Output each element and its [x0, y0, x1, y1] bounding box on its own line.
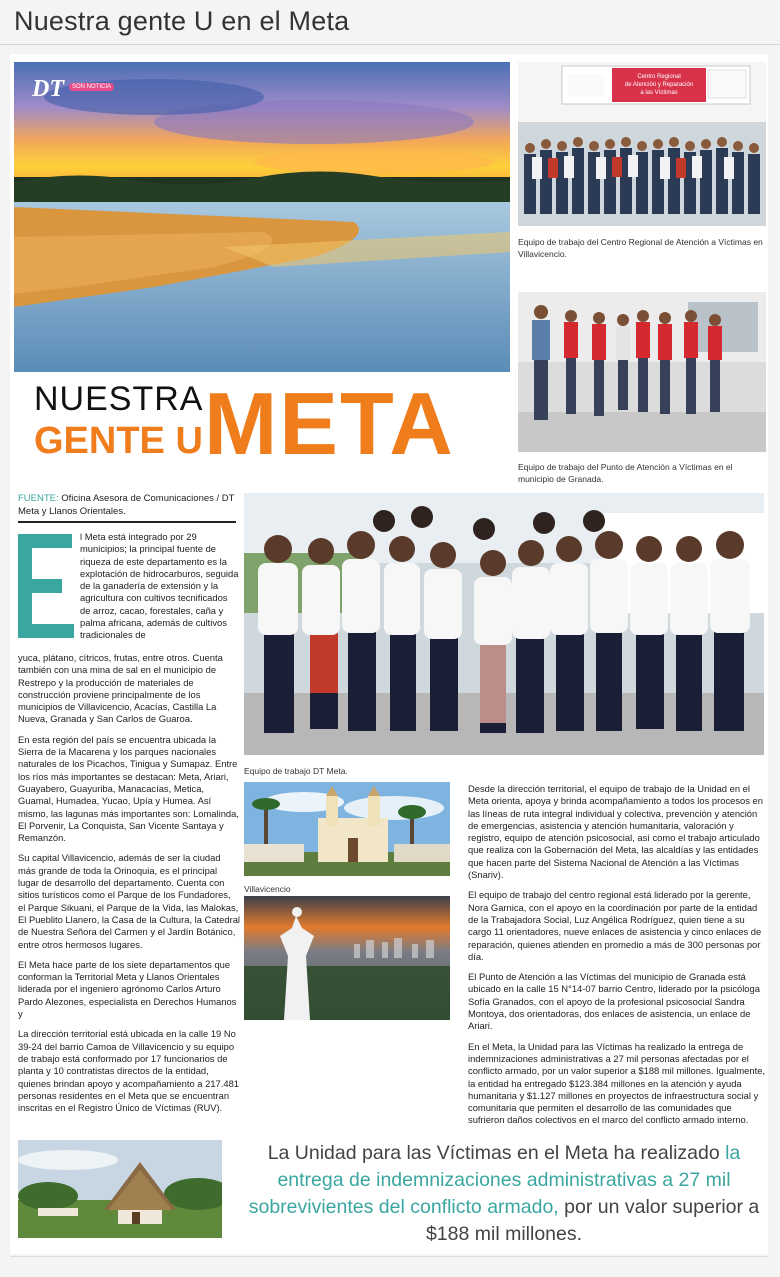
paragraph-5: La dirección territorial está ubicada en la calle 19 No 39-24 del barrio Camoa de Villavicencio y su equipo de trabajo está conformado por 17 funcionarios de planta y 10 contratistas directos de la entidad, quienes brindan apoyo y acompañamiento a 217.481 personas residentes en el Meta que se encuentran inscritas en el Registro Único de Víctimas (RUV). — [18, 1028, 239, 1114]
hero-banner — [14, 62, 510, 472]
photo-villavicencio-cathedral — [244, 782, 450, 876]
hero-title-line1: NUESTRA — [34, 380, 204, 418]
photo-centro-regional — [518, 62, 766, 226]
caption-granada: Equipo de trabajo del Punto de Atención a Víctimas en el municipio de Granada. — [518, 462, 733, 484]
hero-title-big: META — [204, 374, 455, 472]
dropcap-letter — [18, 534, 74, 638]
photo-granada — [518, 292, 766, 452]
source-note — [18, 493, 236, 518]
hero-title-block — [14, 372, 510, 472]
source-label: FUENTE: — [18, 493, 59, 504]
photo-dt-meta-team — [244, 493, 764, 755]
footer-divider — [10, 1256, 768, 1257]
pull-quote-part2: por un valor superior a $188 mil millones. — [425, 1196, 760, 1245]
paragraph-2: En esta región del país se encuentra ubicada la Sierra de la Macarena y los parques nacionales naturales de los Picachos, Tinigua y Sumapaz. Entre los ríos más importantes se destacan: Meta, Ariari, Guayabero, Guayuriba, Manacacías, Metica, Guamal, Humadea, Yucao, Upía y Humea. Así mismo, las lagunas más importantes son: Lomalinda, El Porvenir, La Conquista, San Vicente Santaya y Remanzón. — [18, 733, 239, 844]
article-left-column — [18, 652, 240, 1122]
page-header — [0, 0, 780, 44]
paragraph-r4: En el Meta, la Unidad para las Víctimas ha realizado la entrega de indemnizaciones administrativas a 27 mil personas afectadas por el conflicto armado, por un valor superior a $188 mil millones. Igualmente, la entidad ha entregado $123.384 millones en la atención y ayuda humanitaria y $1.127 millones en proyectos de infraestructura social y comunitaria que permiten el desarrollo de las comunidades que sufrieron daños colectivos en el marco del conflicto armado interno. — [468, 1040, 766, 1126]
caption-dt-meta: Equipo de trabajo DT Meta. — [244, 766, 348, 776]
paragraph-1-lead: l Meta está integrado por 29 municipios; la principal fuente de riqueza de este departamento es la explotación de hidrocarburos, seguida de la ganadería de extensión y la agricultura con cultivos tecnificados de arroz, cacao, forestales, caña y palma africana, además de cultivos tradicionales de — [80, 531, 239, 641]
svg-text:de Atención y Reparación: de Atención y Reparación — [624, 82, 694, 88]
svg-text:a las Víctimas: a las Víctimas — [640, 90, 678, 96]
paragraph-1-rest: yuca, plátano, cítricos, frutas, entre otros. Cuenta también con una mina de sal en el municipio de Restrepo y la producción de materiales de construcción proviene principalmente de los municipios de Villavicencio, Acacías, Castilla La Nueva, Granada y San Carlos de Guaroa. — [18, 652, 223, 725]
group-photo-dt-meta — [244, 493, 764, 755]
maloka-photo — [18, 1140, 222, 1238]
hero-photo-river-sunset — [14, 62, 510, 372]
dt-logo: DT — [32, 76, 64, 102]
river-sunset-illustration — [14, 62, 510, 372]
svg-text:Centro Regional: Centro Regional — [637, 74, 681, 80]
caption-villavicencio: Villavicencio — [244, 884, 291, 894]
photo-maloka-hut — [18, 1140, 222, 1238]
statue-city-photo — [244, 896, 450, 1020]
page-title: Nuestra gente U en el Meta — [14, 6, 350, 36]
cathedral-photo — [244, 782, 450, 876]
hero-title-line2: GENTE U — [34, 420, 203, 462]
pull-quote-part1: La Unidad para las Víctimas en el Meta ha realizado — [267, 1142, 726, 1164]
paragraph-r3: El Punto de Atención a las Víctimas del municipio de Granada está ubicado en la calle 15 N°14-07 barrio Centro, liderado por la psicóloga Sofía Granados, con el apoyo de la profesional psicosocial Sandra Montoya, dos orientadoras, dos enlaces de asistencia, un enlace de Ariari. — [468, 971, 760, 1032]
source-text: Oficina Asesora de Comunicaciones / DT Meta y Llanos Orientales. — [18, 493, 235, 517]
pull-quote — [244, 1140, 764, 1248]
photo-villavicencio-statue — [244, 896, 450, 1020]
paragraph-3: Su capital Villavicencio, además de ser la ciudad más grande de toda la Orinoquia, es el principal lugar de desarrollo del departamento. Cuenta con sitios turísticos como el Parque de los Fundadores, el Parque Sikuani, el Parque de la Vida, las Malokas, El Pueblito Llanero, la Casa de la Cultura, la Catedral de Nuestra Señora del Carmen y el Jardín Botánico, entre otros hermosos lugares. — [18, 852, 241, 950]
source-divider — [18, 521, 236, 523]
article-right-column — [468, 783, 766, 1135]
paragraph-r1: Desde la dirección territorial, el equipo de trabajo de la Unidad en el Meta orienta, apoya y brinda acompañamiento a todos los procesos en las líneas de ruta integral individual y colectiva, prevención y atención de emergencias, asistencia y atención humanitaria, valoración y registro, equipo de atención psicosocial, así como el trabajo articulado que realiza con la Gobernación del Meta, las alcaldías y las entidades que hacen parte del Sistema Nacional de Atención a las Víctimas (Snariv). — [468, 783, 763, 881]
header-divider — [0, 44, 780, 45]
pull-quote-highlight: la entrega de indemnizaciones administrativas a 27 mil sobrevivientes del conflicto armado, — [248, 1142, 741, 1218]
caption-centro-regional: Equipo de trabajo del Centro Regional de Atención a Víctimas en Villavicencio. — [518, 237, 763, 259]
group-photo-centro — [518, 62, 766, 226]
son-noticia-badge: SON NOTICIA — [69, 83, 114, 91]
paragraph-r2: El equipo de trabajo del centro regional está liderado por la gerente, Nora Garnica, con el apoyo en la coordinación por parte de la entidad de la Trabajadora Social, Luz Angélica Rodríguez, quien tiene a su cargo 11 orientadores, nueve enlaces de asistencia y cinco enlaces de reparación, quienes atienden en promedio a más de 300 personas por día. — [468, 889, 762, 962]
group-photo-granada — [518, 292, 766, 452]
paragraph-4: El Meta hace parte de los siete departamentos que conforman la Territorial Meta y Llanos Orientales liderada por el ingeniero agrónomo Carlos Arturo Pardo Alezones, especialista en Derechos Humanos y — [18, 958, 237, 1020]
